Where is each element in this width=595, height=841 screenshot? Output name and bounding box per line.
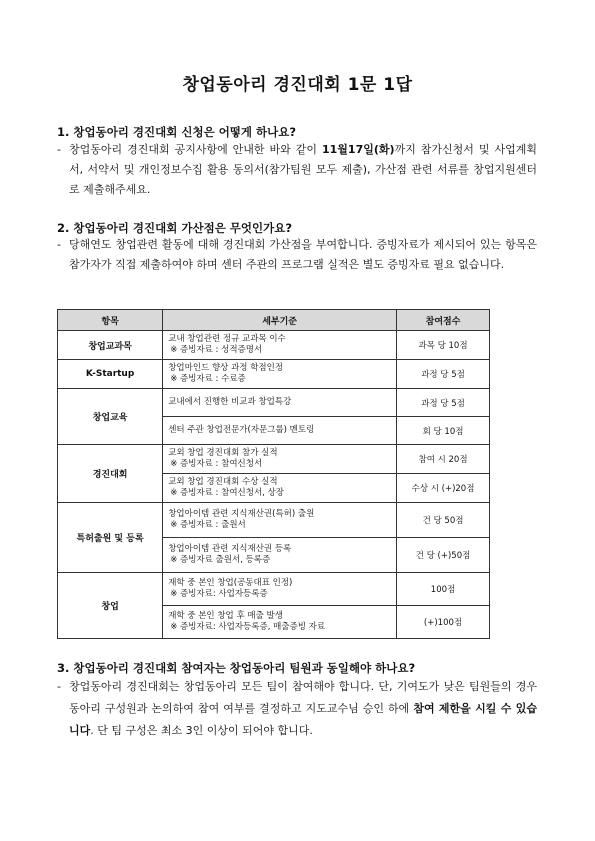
answer-1 [57, 140, 537, 200]
criteria-cell [163, 331, 397, 360]
criteria-cell [163, 503, 397, 538]
score-cell: 과목 당 10점 [397, 331, 490, 360]
criteria-text: 교내에서 진행한 비교과 창업특강 [168, 397, 292, 407]
table-header-row [58, 310, 490, 331]
criteria-cell [163, 538, 397, 573]
answer-dash: - [57, 680, 61, 693]
answer-1-text-pre: 창업동아리 경진대회 공지사항에 안내한 바와 같이 [69, 143, 322, 156]
criteria-text: 교내 창업관련 정규 교과목 이수 [168, 334, 286, 344]
criteria-cell [163, 445, 397, 474]
header-score: 참여점수 [397, 310, 490, 331]
evidence-note: ※ 증빙자료 : 참여신청서 [170, 459, 263, 469]
criteria-text: 창업마인드 향상 과정 학점인정 [168, 363, 284, 373]
criteria-text: 재학 중 본인 창업(공동대표 인정) [168, 578, 293, 588]
score-cell: 건 당 (+)50점 [397, 538, 490, 573]
page-title: 창업동아리 경진대회 1문 1답 [182, 75, 413, 95]
evidence-note: ※ 증빙자료 : 수료증 [170, 374, 246, 384]
score-cell: 100점 [397, 573, 490, 606]
answer-dash: - [57, 143, 61, 156]
answer-2-text: 당해연도 창업관련 활동에 대해 경진대회 가산점을 부여합니다. 증빙자료가 제시되어 있는 항목은 참가자가 직접 제출하여야 하며 센터 주관의 프로그램 실적은 별도 증빙자료 필요 없습니다. [69, 238, 537, 271]
score-cell: 건 당 50점 [397, 503, 490, 538]
evidence-note: ※ 증빙자료: 사업자등록증 [170, 589, 268, 599]
score-cell: (+)100점 [397, 606, 490, 639]
criteria-cell [163, 474, 397, 503]
criteria-text: 재학 중 본인 창업 후 매출 발생 [168, 611, 283, 621]
score-cell: 과정 당 5점 [397, 360, 490, 389]
table-row [58, 360, 490, 389]
answer-3 [57, 676, 537, 742]
criteria-text: 창업아이템 관련 지식재산권 등록 [168, 544, 292, 554]
evidence-note: ※ 증빙자료 : 참여신청서, 상장 [170, 488, 285, 498]
criteria-text: 교외 창업 경진대회 참가 실적 [168, 448, 278, 458]
criteria-text: 센터 주관 창업전문가(자문그룹) 멘토링 [168, 425, 315, 435]
score-cell: 참여 시 20점 [397, 445, 490, 474]
answer-dash: - [57, 238, 61, 251]
criteria-cell [163, 360, 397, 389]
score-cell: 회 당 10점 [397, 417, 490, 445]
table-row [58, 445, 490, 474]
score-cell: 수상 시 (+)20점 [397, 474, 490, 503]
table-row [58, 389, 490, 417]
answer-1-deadline: 11월17일(화) [322, 143, 395, 156]
criteria-cell [163, 389, 397, 417]
criteria-text: 교외 창업 경진대회 수상 실적 [168, 477, 278, 487]
category-cell: K-Startup [58, 360, 163, 389]
evidence-note: ※ 증빙자료 출원서, 등록증 [170, 555, 271, 565]
category-cell: 창업 [58, 573, 163, 639]
category-cell: 특허출원 및 등록 [58, 503, 163, 573]
answer-3-text-pre: 창업동아리 경진대회는 창업동아리 모든 팀이 참여해야 합니다. 단, 기여도가 낮은 팀원들의 경우 동아리 구성원과 논의하여 참여 여부를 결정하고 지도교수님 승인 하에 [69, 680, 537, 715]
evidence-note: ※ 증빙자료 : 성적증명서 [170, 345, 263, 355]
answer-2 [57, 235, 537, 275]
answer-1-text-post: 까지 참가신청서 및 사업계획서, 서약서 및 개인정보수집 활용 동의서(참가팀원 모두 제출), 가산점 관련 서류를 창업지원센터로 제출해주세요. [69, 143, 537, 196]
question-1: 1. 창업동아리 경진대회 신청은 어떻게 하나요? [57, 125, 297, 139]
question-2: 2. 창업동아리 경진대회 가산점은 무엇인가요? [57, 221, 293, 235]
table-row [58, 573, 490, 606]
criteria-cell [163, 573, 397, 606]
category-cell: 창업교육 [58, 389, 163, 445]
header-category: 항목 [58, 310, 163, 331]
header-criteria: 세부기준 [163, 310, 397, 331]
table-row [58, 503, 490, 538]
bonus-points-table [57, 309, 490, 639]
evidence-note: ※ 증빙자료 : 출원서 [170, 520, 246, 530]
evidence-note: ※ 증빙자료: 사업자등록증, 매출증빙 자료 [170, 622, 326, 632]
criteria-cell [163, 417, 397, 445]
criteria-cell [163, 606, 397, 639]
table-row [58, 331, 490, 360]
score-cell: 과정 당 5점 [397, 389, 490, 417]
answer-3-text-post: . 단 팀 구성은 최소 3인 이상이 되어야 합니다. [90, 724, 313, 737]
category-cell: 창업교과목 [58, 331, 163, 360]
answer-3-emphasis: 참여 제한을 시킬 수 있습니다 [69, 702, 537, 737]
criteria-text: 창업아이템 관련 지식재산권(특허) 출원 [168, 509, 315, 519]
category-cell: 경진대회 [58, 445, 163, 503]
question-3: 3. 창업동아리 경진대회 참여자는 창업동아리 팀원과 동일해야 하나요? [57, 661, 416, 675]
